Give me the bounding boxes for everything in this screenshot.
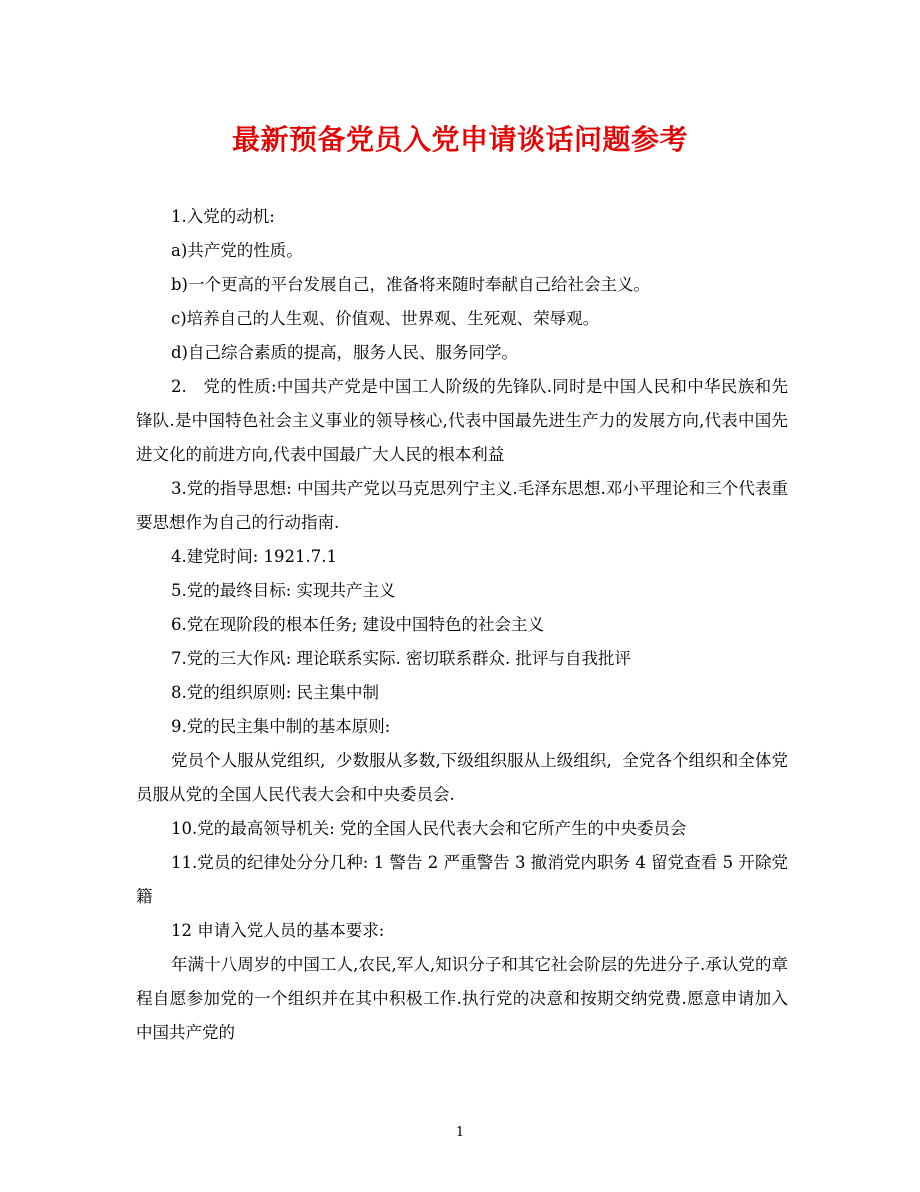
document-title: 最新预备党员入党申请谈话问题参考 xyxy=(231,123,688,156)
page-number: 1 xyxy=(455,1125,465,1140)
paragraph-1a: a)共产党的性质。 xyxy=(171,241,303,260)
paragraph-9-detail: 党员个人服从党组织, 少数服从多数,下级组织服从上级组织, 全党各个组织和全体党员服从党的全国人民代表大会和中央委员会. xyxy=(136,751,788,804)
paragraph-1b: b)一个更高的平台发展自己，准备将来随时奉献自己给社会主义。 xyxy=(171,275,650,294)
paragraph-11: 11.党员的纪律处分分几种: 1 警告 2 严重警告 3 撤消党内职务 4 留党查看 5 开除党籍 xyxy=(136,853,788,906)
paragraph-7: 7.党的三大作风: 理论联系实际. 密切联系群众. 批评与自我批评 xyxy=(171,649,632,668)
paragraph-12-detail: 年满十八周岁的中国工人,农民,军人,知识分子和其它社会阶层的先进分子.承认党的章程自愿参加党的一个组织并在其中积极工作.执行党的决意和按期交纳党费.愿意申请加入中国共产党的 xyxy=(136,955,788,1042)
paragraph-12: 12 申请入党人员的基本要求: xyxy=(171,921,385,940)
paragraph-9: 9.党的民主集中制的基本原则: xyxy=(171,717,391,736)
paragraph-4: 4.建党时间: 1921.7.1 xyxy=(171,547,338,566)
paragraph-8: 8.党的组织原则: 民主集中制 xyxy=(171,683,380,702)
paragraph-1c: c)培养自己的人生观、价值观、世界观、生死观、荣辱观。 xyxy=(171,309,600,328)
document-body xyxy=(136,200,788,1050)
paragraph-2: 2. 党的性质:中国共产党是中国工人阶级的先锋队.同时是中国人民和中华民族和先锋队.是中国特色社会主义事业的领导核心,代表中国最先进生产力的发展方向,代表中国先进文化的前进方向,代表中国最广大人民的根本利益 xyxy=(136,377,788,464)
paragraph-1: 1.入党的动机: xyxy=(171,207,275,226)
paragraph-5: 5.党的最终目标: 实现共产主义 xyxy=(171,581,396,600)
paragraph-3: 3.党的指导思想: 中国共产党以马克思列宁主义.毛泽东思想.邓小平理论和三个代表重要思想作为自己的行动指南. xyxy=(136,479,788,532)
paragraph-6: 6.党在现阶段的根本任务; 建设中国特色的社会主义 xyxy=(171,615,545,634)
paragraph-10: 10.党的最高领导机关: 党的全国人民代表大会和它所产生的中央委员会 xyxy=(171,819,687,838)
paragraph-1d: d)自己综合素质的提高，服务人民、服务同学。 xyxy=(171,343,518,362)
